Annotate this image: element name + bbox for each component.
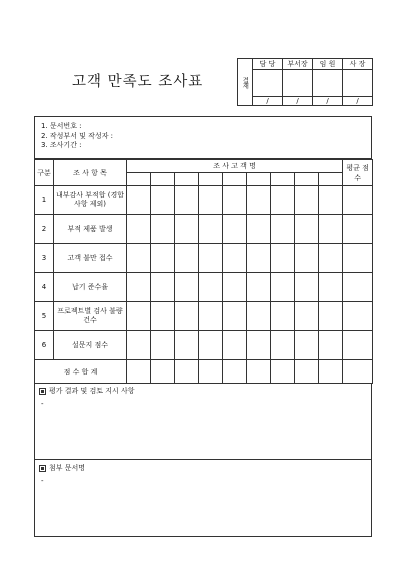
score-cell[interactable] — [319, 273, 343, 302]
score-cell[interactable] — [127, 186, 151, 215]
row-number: 2 — [35, 215, 54, 244]
row-item: 프로젝트별 검사 불량 건수 — [54, 302, 127, 331]
total-cell[interactable] — [271, 360, 295, 384]
header-category: 구분 — [35, 160, 54, 186]
score-cell[interactable] — [271, 302, 295, 331]
average-cell[interactable] — [343, 186, 373, 215]
score-cell[interactable] — [271, 331, 295, 360]
score-cell[interactable] — [127, 215, 151, 244]
score-cell[interactable] — [175, 244, 199, 273]
survey-table — [34, 159, 373, 384]
signature-cell[interactable] — [283, 70, 313, 97]
total-row — [35, 360, 373, 384]
attachments-heading-line — [39, 463, 371, 473]
document-title: 고객 만족도 조사표 — [72, 74, 204, 90]
customer-name-cell[interactable] — [319, 173, 343, 186]
score-cell[interactable] — [223, 186, 247, 215]
total-cell[interactable] — [295, 360, 319, 384]
score-cell[interactable] — [247, 186, 271, 215]
score-cell[interactable] — [295, 186, 319, 215]
approval-role: 임 원 — [313, 59, 343, 70]
attachments-section[interactable] — [34, 460, 372, 537]
score-cell[interactable] — [223, 244, 247, 273]
score-cell[interactable] — [127, 331, 151, 360]
signature-cell[interactable] — [253, 70, 283, 97]
score-cell[interactable] — [319, 186, 343, 215]
score-cell[interactable] — [295, 331, 319, 360]
score-cell[interactable] — [151, 302, 175, 331]
table-row — [35, 331, 373, 360]
approval-label: 결재 — [238, 59, 253, 106]
row-item: 납기 준수율 — [54, 273, 127, 302]
approval-role: 부서장 — [283, 59, 313, 70]
average-cell[interactable] — [343, 331, 373, 360]
row-number: 6 — [35, 331, 54, 360]
customer-name-cell[interactable] — [271, 173, 295, 186]
average-cell[interactable] — [343, 273, 373, 302]
score-cell[interactable] — [199, 331, 223, 360]
attachments-placeholder: - — [41, 477, 44, 485]
square-bullet-icon — [39, 388, 46, 395]
notes-heading-line — [39, 386, 371, 396]
date-cell[interactable]: / — [343, 97, 373, 106]
date-cell[interactable]: / — [253, 97, 283, 106]
row-number: 4 — [35, 273, 54, 302]
score-cell[interactable] — [271, 244, 295, 273]
score-cell[interactable] — [127, 244, 151, 273]
score-cell[interactable] — [223, 215, 247, 244]
score-cell[interactable] — [199, 215, 223, 244]
row-item: 내부감사 부적합 (경합사항 제외) — [54, 186, 127, 215]
average-cell[interactable] — [343, 244, 373, 273]
score-cell[interactable] — [271, 215, 295, 244]
approval-role: 사 장 — [343, 59, 373, 70]
notes-heading: 평가 결과 및 검토 지시 사항 — [49, 387, 135, 395]
customer-name-cell[interactable] — [151, 173, 175, 186]
total-average-cell[interactable] — [343, 360, 373, 384]
customer-name-cell[interactable] — [295, 173, 319, 186]
score-cell[interactable] — [199, 273, 223, 302]
score-cell[interactable] — [295, 273, 319, 302]
attachments-heading: 첨부 문서명 — [49, 464, 86, 472]
score-cell[interactable] — [151, 244, 175, 273]
total-cell[interactable] — [319, 360, 343, 384]
author-field[interactable]: 2. 작성부서 및 작성자 : — [41, 131, 114, 140]
row-number: 3 — [35, 244, 54, 273]
score-cell[interactable] — [175, 302, 199, 331]
score-cell[interactable] — [199, 302, 223, 331]
total-cell[interactable] — [151, 360, 175, 384]
score-cell[interactable] — [247, 244, 271, 273]
average-cell[interactable] — [343, 302, 373, 331]
score-cell[interactable] — [223, 273, 247, 302]
header-average: 평균 점수 — [343, 160, 373, 186]
score-cell[interactable] — [295, 302, 319, 331]
document-info — [34, 116, 372, 159]
row-item: 부적 제품 발생 — [54, 215, 127, 244]
score-cell[interactable] — [199, 244, 223, 273]
score-cell[interactable] — [151, 273, 175, 302]
table-row — [35, 273, 373, 302]
signature-cell[interactable] — [313, 70, 343, 97]
score-cell[interactable] — [223, 302, 247, 331]
score-cell[interactable] — [151, 331, 175, 360]
score-cell[interactable] — [127, 302, 151, 331]
score-cell[interactable] — [175, 186, 199, 215]
score-cell[interactable] — [247, 215, 271, 244]
score-cell[interactable] — [319, 302, 343, 331]
score-cell[interactable] — [151, 186, 175, 215]
score-cell[interactable] — [247, 302, 271, 331]
score-cell[interactable] — [199, 186, 223, 215]
table-row — [35, 186, 373, 215]
customer-name-cell[interactable] — [127, 173, 151, 186]
signature-cell[interactable] — [343, 70, 373, 97]
score-cell[interactable] — [247, 331, 271, 360]
row-item: 고객 불만 접수 — [54, 244, 127, 273]
notes-placeholder: - — [41, 400, 44, 408]
date-cell[interactable]: / — [313, 97, 343, 106]
score-cell[interactable] — [127, 273, 151, 302]
customer-name-cell[interactable] — [199, 173, 223, 186]
total-cell[interactable] — [199, 360, 223, 384]
customer-name-cell[interactable] — [247, 173, 271, 186]
score-cell[interactable] — [247, 273, 271, 302]
row-number: 5 — [35, 302, 54, 331]
score-cell[interactable] — [151, 215, 175, 244]
table-row — [35, 215, 373, 244]
total-cell[interactable] — [127, 360, 151, 384]
average-cell[interactable] — [343, 215, 373, 244]
approval-role: 담 당 — [253, 59, 283, 70]
square-bullet-icon — [39, 465, 46, 472]
total-cell[interactable] — [223, 360, 247, 384]
customer-name-cell[interactable] — [175, 173, 199, 186]
score-cell[interactable] — [175, 331, 199, 360]
approval-box — [237, 58, 373, 106]
total-label: 점 수 합 계 — [35, 360, 127, 384]
customer-name-cell[interactable] — [223, 173, 247, 186]
score-cell[interactable] — [295, 244, 319, 273]
row-item: 설문지 점수 — [54, 331, 127, 360]
score-cell[interactable] — [271, 273, 295, 302]
score-cell[interactable] — [319, 331, 343, 360]
date-cell[interactable]: / — [283, 97, 313, 106]
score-cell[interactable] — [271, 186, 295, 215]
score-cell[interactable] — [175, 215, 199, 244]
row-number: 1 — [35, 186, 54, 215]
notes-section[interactable] — [34, 383, 372, 460]
score-cell[interactable] — [319, 215, 343, 244]
score-cell[interactable] — [319, 244, 343, 273]
score-cell[interactable] — [223, 331, 247, 360]
score-cell[interactable] — [175, 273, 199, 302]
doc-number-field[interactable]: 1. 문서번호 : — [41, 122, 82, 130]
table-row — [35, 244, 373, 273]
period-field[interactable]: 3. 조사기간 : — [41, 141, 82, 149]
score-cell[interactable] — [295, 215, 319, 244]
total-cell[interactable] — [247, 360, 271, 384]
header-items: 조 사 항 목 — [54, 160, 127, 186]
table-row — [35, 302, 373, 331]
header-customers: 조 사 고 객 명 — [127, 160, 343, 173]
total-cell[interactable] — [175, 360, 199, 384]
